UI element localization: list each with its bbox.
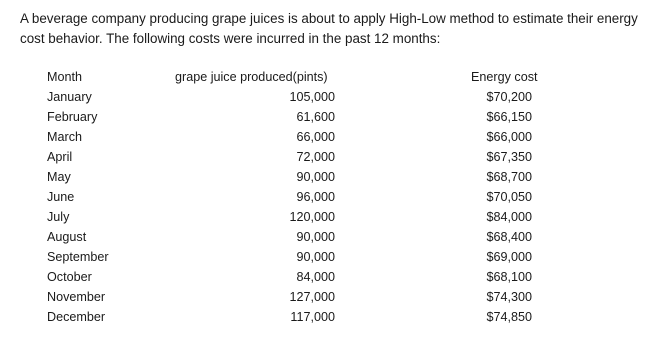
month-cell: January xyxy=(47,90,92,104)
juice-cell: 90,000 xyxy=(296,170,335,184)
month-cell: May xyxy=(47,170,71,184)
problem-statement: A beverage company producing grape juices is about to apply High-Low method to estimate their energy cost behavior. The following costs were incurred in the past 12 months: xyxy=(20,11,638,46)
table-row xyxy=(0,287,666,307)
energy-cell: $66,150 xyxy=(486,110,532,124)
month-cell: December xyxy=(47,310,106,324)
month-cell: September xyxy=(47,250,109,264)
juice-cell: 117,000 xyxy=(290,310,335,324)
header-month: Month xyxy=(47,70,83,84)
header-juice-produced: grape juice produced(pints) xyxy=(175,70,328,84)
header-energy-cost: Energy cost xyxy=(471,70,538,84)
juice-cell: 120,000 xyxy=(289,210,335,224)
energy-cell: $70,050 xyxy=(486,190,532,204)
table-row xyxy=(0,87,666,107)
table-row xyxy=(0,147,666,167)
table-header-row xyxy=(0,67,666,87)
energy-cell: $70,200 xyxy=(486,90,532,104)
energy-cell: $74,850 xyxy=(486,310,532,324)
table-row xyxy=(0,107,666,127)
juice-cell: 72,000 xyxy=(296,150,335,164)
table-row xyxy=(0,267,666,287)
table-row xyxy=(0,247,666,267)
juice-cell: 96,000 xyxy=(296,190,335,204)
energy-cell: $74,300 xyxy=(486,290,532,304)
energy-cell: $67,350 xyxy=(486,150,532,164)
juice-cell: 66,000 xyxy=(296,130,335,144)
month-cell: June xyxy=(47,190,75,204)
energy-cell: $68,700 xyxy=(486,170,532,184)
juice-cell: 90,000 xyxy=(296,230,335,244)
juice-cell: 127,000 xyxy=(289,290,335,304)
month-cell: February xyxy=(47,110,98,124)
table-row xyxy=(0,227,666,247)
month-cell: April xyxy=(47,150,73,164)
table-row xyxy=(0,187,666,207)
energy-cell: $66,000 xyxy=(486,130,532,144)
energy-cell: $69,000 xyxy=(486,250,532,264)
juice-cell: 84,000 xyxy=(296,270,335,284)
month-cell: November xyxy=(47,290,106,304)
table-row xyxy=(0,207,666,227)
juice-cell: 90,000 xyxy=(296,250,335,264)
month-cell: March xyxy=(47,130,82,144)
table-row xyxy=(0,307,666,327)
table-row xyxy=(0,167,666,187)
table-row xyxy=(0,127,666,147)
energy-cell: $84,000 xyxy=(486,210,532,224)
energy-cell: $68,400 xyxy=(486,230,532,244)
juice-cell: 105,000 xyxy=(289,90,335,104)
cost-table xyxy=(0,67,666,327)
month-cell: October xyxy=(47,270,92,284)
juice-cell: 61,600 xyxy=(296,110,335,124)
month-cell: July xyxy=(47,210,70,224)
month-cell: August xyxy=(47,230,87,244)
energy-cell: $68,100 xyxy=(486,270,532,284)
